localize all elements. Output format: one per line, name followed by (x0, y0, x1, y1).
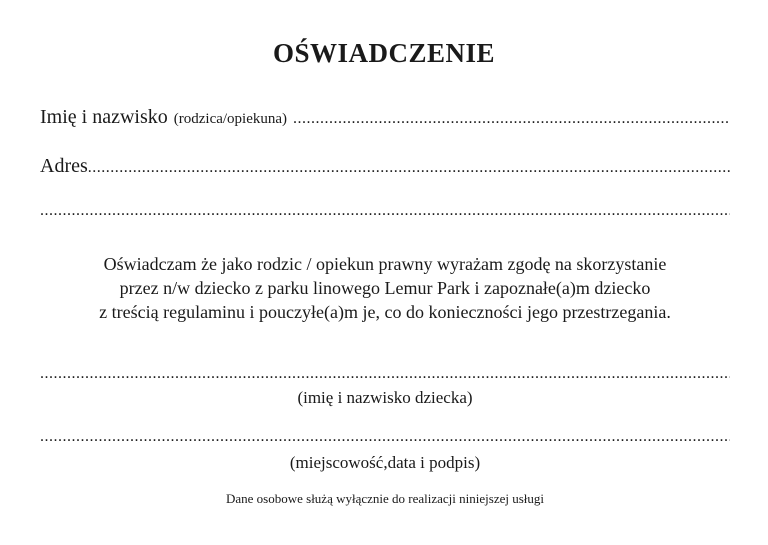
parent-name-field[interactable] (40, 106, 730, 129)
parent-name-label: Imię i nazwisko (40, 106, 168, 128)
place-date-signature-caption: (miejscowość,data i podpis) (289, 453, 481, 472)
address-continuation-dotted-line[interactable] (40, 202, 730, 220)
child-name-caption: (imię i nazwisko dziecka) (297, 388, 473, 407)
statement-line: z treścią regulaminu i pouczyłe(a)m je, co do konieczności jego przestrzegania. (99, 302, 671, 322)
consent-statement (40, 252, 730, 324)
address-continuation-field[interactable] (40, 202, 730, 220)
statement-line: przez n/w dziecko z parku linowego Lemur Park i zapoznałe(a)m dziecko (119, 278, 651, 298)
address-field[interactable] (40, 155, 730, 178)
child-name-dotted-line[interactable] (40, 365, 730, 383)
statement-line: Oświadczam że jako rodzic / opiekun prawny wyrażam zgodę na skorzystanie (103, 254, 667, 274)
address-dotted-line[interactable] (88, 159, 730, 177)
address-label: Adres (40, 155, 88, 177)
parent-name-dotted-line[interactable] (293, 110, 730, 128)
privacy-footer: Dane osobowe służą wyłącznie do realizacji niniejszej usługi (225, 491, 545, 506)
page-title: OŚWIADCZENIE (272, 38, 496, 68)
parent-name-sublabel: (rodzica/opiekuna) (173, 111, 288, 127)
place-date-signature-dotted-line[interactable] (40, 428, 730, 446)
